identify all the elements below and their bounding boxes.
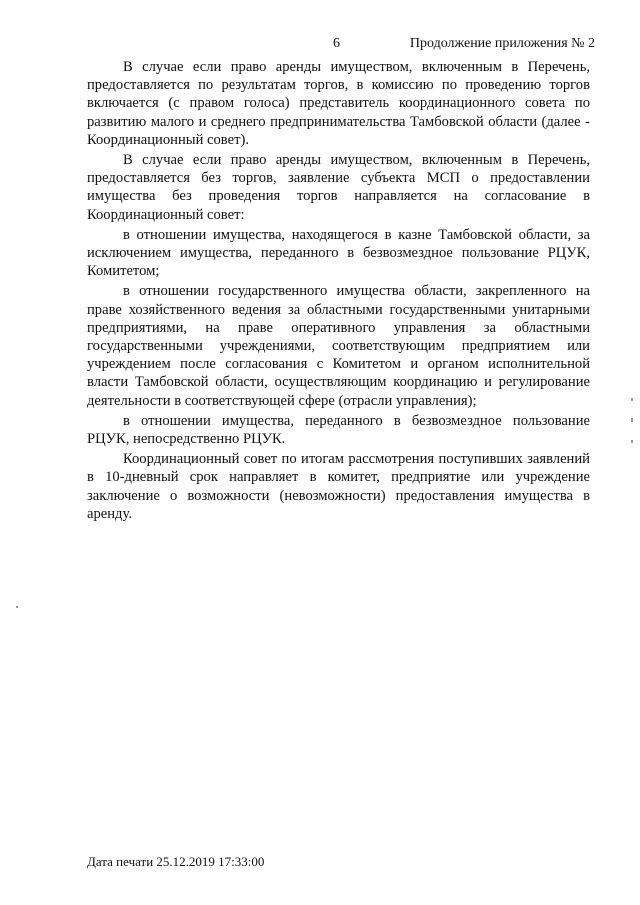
paragraph: в отношении имущества, переданного в безвозмездное пользование РЦУК, непосредственно РЦУК. — [87, 412, 590, 448]
paragraph: в отношении имущества, находящегося в казне Тамбовской области, за исключением имущества, переданного в безвозмездное пользование РЦУК, Комитетом; — [87, 226, 590, 280]
appendix-continuation-note: Продолжение приложения № 2 — [409, 36, 595, 51]
paragraph: в отношении государственного имущества области, закрепленного на праве хозяйственного ведения за областными государственными унитарными предприятиями, на праве оперативного управления за областными государственными учреждениями, соответствующим предприятием или учреждением после согласования с Комитетом и органом исполнительной власти Тамбовской области, осуществляющим координацию и регулирование деятельности в соответствующей сфере (отрасли управления); — [87, 283, 590, 409]
scan-speck — [16, 606, 18, 608]
print-date: Дата печати 25.12.2019 17:33:00 — [87, 854, 265, 869]
paragraph: В случае если право аренды имуществом, включенным в Перечень, предоставляется по результатам торгов, в комиссию по проведению торгов включается (с правом голоса) представитель координационного совета по развитию малого и среднего предпринимательства Тамбовской области (далее - Координационный совет). — [87, 59, 590, 148]
page-number: 6 — [333, 36, 340, 51]
paragraph: В случае если право аренды имуществом, включенным в Перечень, предоставляется без торгов, заявление субъекта МСП о предоставлении имущества без проведения торгов направляется на согласование в Координационный совет: — [87, 152, 590, 223]
scan-speck — [631, 418, 633, 422]
scan-speck — [631, 440, 633, 443]
document-body — [87, 58, 590, 525]
scan-speck — [631, 398, 633, 401]
paragraph: Координационный совет по итогам рассмотрения поступивших заявлений в 10-дневный срок направляет в комитет, предприятие или учреждение заключение о возможности (невозможности) предоставления имущества в аренду. — [87, 451, 590, 522]
